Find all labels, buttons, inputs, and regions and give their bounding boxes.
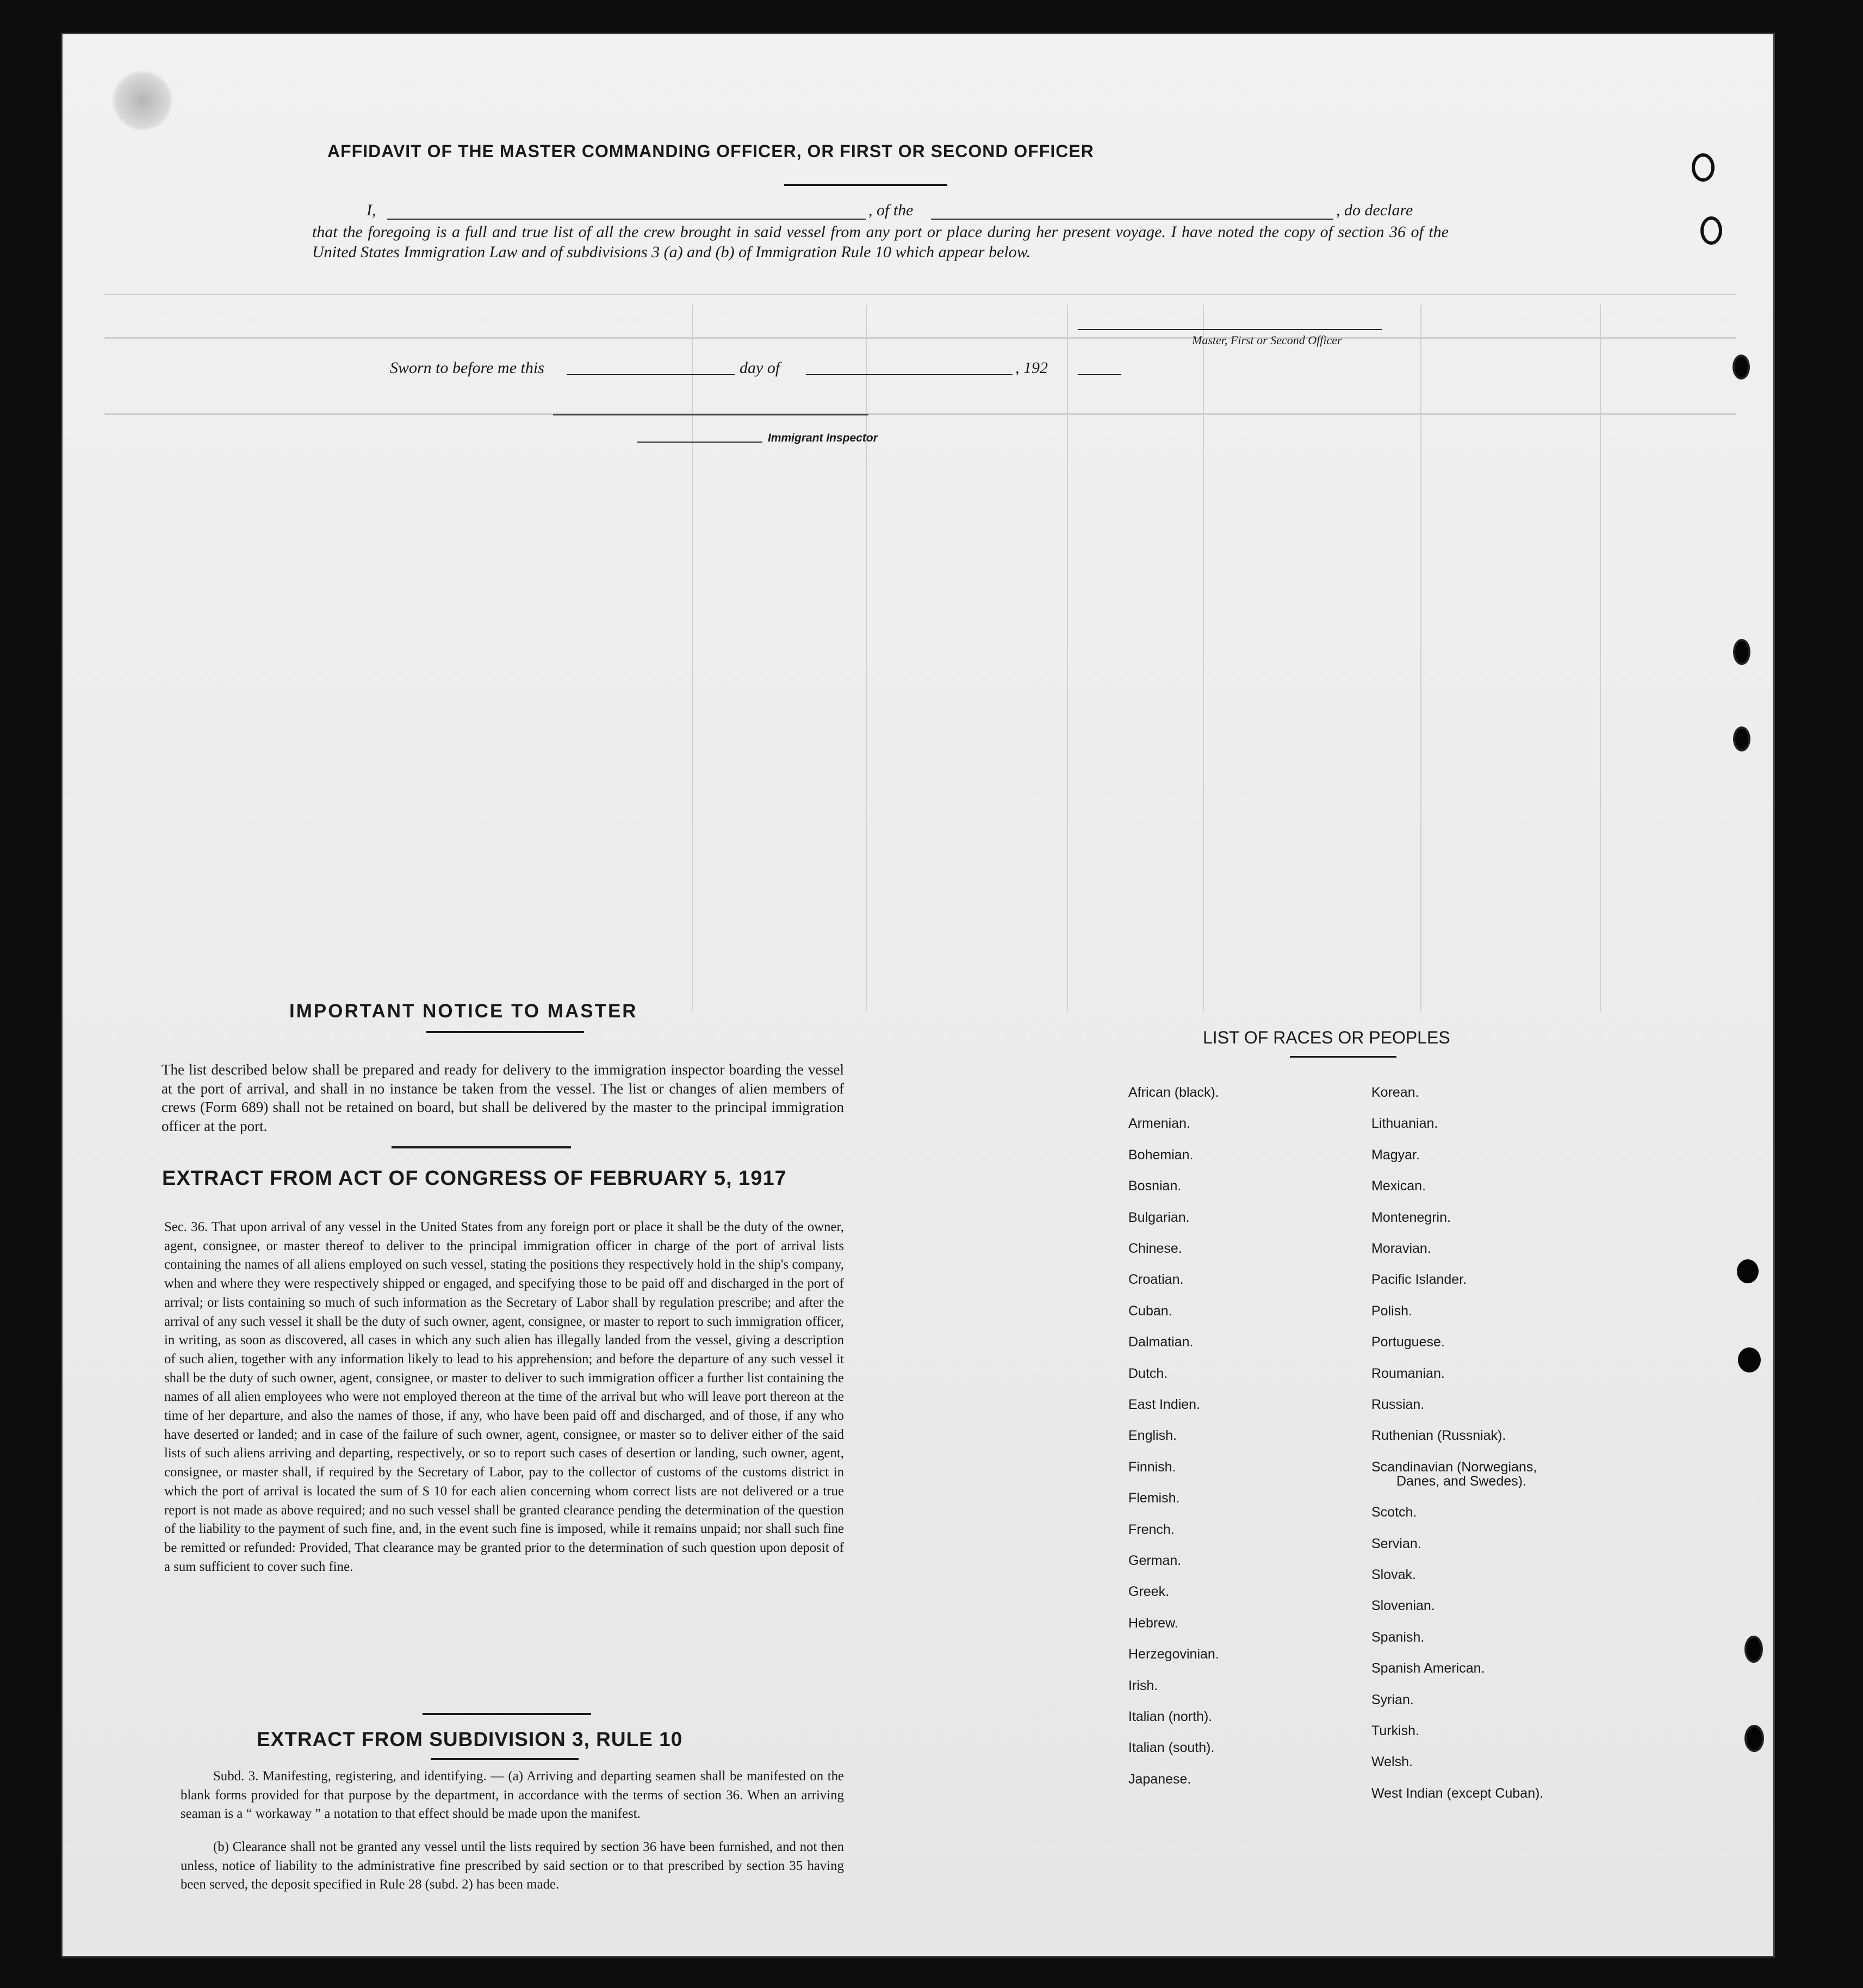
race-item: German. [1128, 1553, 1182, 1568]
vessel-label: , of the [868, 201, 914, 219]
race-item: Scandinavian (Norwegians, [1371, 1459, 1537, 1475]
document-sheet [61, 33, 1775, 1958]
punch-hole [1744, 1725, 1764, 1752]
bleed-rule [104, 337, 1736, 339]
race-item: French. [1128, 1521, 1175, 1537]
rule-subdivision-b: (b) Clearance shall not be granted any vessel until the lists required by section 36 have been furnished, and not then unless, notice of liability to the administrative fine prescribed by said section or to that prescribed by section 35 having been served, the deposit specified in Rule 28 (subd. 2) has been made. [181, 1840, 844, 1892]
race-item: Korean. [1371, 1085, 1419, 1100]
rule-underline [431, 1758, 579, 1760]
bleed-rule [104, 413, 1736, 415]
race-item: West Indian (except Cuban). [1371, 1785, 1544, 1801]
race-item: Bohemian. [1128, 1147, 1194, 1163]
punch-hole [1737, 1259, 1759, 1283]
notice-title: IMPORTANT NOTICE TO MASTER [289, 1001, 638, 1022]
race-item: Polish. [1371, 1303, 1413, 1319]
inspector-label: Immigrant Inspector [768, 432, 878, 444]
race-item: Ruthenian (Russniak). [1371, 1428, 1506, 1444]
race-item: Herzegovinian. [1128, 1647, 1219, 1662]
race-item: Welsh. [1371, 1754, 1413, 1770]
race-item: African (black). [1128, 1085, 1219, 1100]
notice-underline [426, 1031, 584, 1033]
race-item: Scotch. [1371, 1505, 1417, 1520]
act-title: EXTRACT FROM ACT OF CONGRESS OF FEBRUARY 5, 1917 [162, 1167, 787, 1190]
punch-hole [1700, 216, 1722, 245]
inspector-short-line [637, 442, 762, 443]
act-section-36: Sec. 36. That upon arrival of any vessel in the United States from any foreign port or place it shall be the duty of the owner, agent, consignee, or master thereof to deliver to the principal immigration officer in charge of the port of arrival lists containing the names of all aliens employed on such vessel, stating the positions they respectively hold in the ship's company, when and where they were respectively shipped or engaged, and specifying those to be paid off and discharged in the port of arrival; or lists containing so much of such information as the Secretary of Labor shall by regulation prescribe; and after the arrival of any such vessel it shall be the duty of such owner, agent, consignee, or master to report to such immigration officer, in writing, as soon as discovered, all cases in which any such alien has illegally landed from the vessel, giving a description of such alien, together with any information likely to lead to his apprehension; and before the departure of any such vessel it shall be the duty of such owner, agent, consignee, or master to deliver to such immigration officer a further list containing the names of all alien employees who were not employed thereon at the time of the arrival but who will leave port thereon at the time of her departure, and also the names of those, if any, who have been paid off and discharged, and of those, if any who have deserted or landed; and in case of the failure of such owner, agent, consignee, or master so to deliver either of the said lists of such aliens arriving and departing, respectively, or so to report such cases of desertion or landing, such owner, agent, consignee, or master shall, if required by the Secretary of Labor, pay to the collector of customs of the customs district in which the port of arrival is located the sum of $ 10 for each alien concerning whom correct lists are not delivered or a true report is not made as above required; and no such vessel shall be granted clearance pending the determination of the question of the liability to the payment of such fine, and, in the event such fine is imposed, while it remains unpaid; nor shall such fine be remitted or refunded: Provided, That clearance may be granted prior to the determination of such question upon deposit of a sum sufficient to cover such fine. [164, 1220, 844, 1574]
race-item: Lithuanian. [1371, 1116, 1438, 1132]
race-item: East Indien. [1128, 1397, 1201, 1412]
separator-rule [392, 1146, 571, 1148]
punch-hole [1692, 153, 1715, 182]
punch-hole [1744, 1636, 1763, 1663]
inspector-signature-line [553, 414, 868, 415]
rule-subdivision-a: Subd. 3. Manifesting, registering, and identifying. — (a) Arriving and departing seamen shall be manifested on the blank forms provided for that purpose by the department, in accordance with the terms of section 36. When an arriving seaman is a “ workaway ” a notation to that effect should be made upon the manifest. [181, 1769, 844, 1822]
bleed-rule [692, 305, 693, 1011]
race-item: Servian. [1371, 1536, 1421, 1551]
race-item: Russian. [1371, 1397, 1425, 1412]
race-item: Slovenian. [1371, 1598, 1435, 1614]
title-underline [784, 184, 947, 186]
race-item: Portuguese. [1371, 1334, 1445, 1350]
race-item: Greek. [1128, 1584, 1170, 1600]
race-item: Japanese. [1128, 1771, 1191, 1787]
affidavit-title: AFFIDAVIT OF THE MASTER COMMANDING OFFICER, OR FIRST OR SECOND OFFICER [327, 141, 1094, 161]
race-item: Roumanian. [1371, 1365, 1445, 1381]
race-item: Slovak. [1371, 1567, 1416, 1582]
race-item: Bosnian. [1128, 1178, 1182, 1194]
race-item: Dutch. [1128, 1365, 1168, 1381]
bleed-rule [1067, 305, 1068, 1011]
punch-hole [1732, 355, 1750, 380]
race-item: Dalmatian. [1128, 1334, 1194, 1350]
sworn-year-line [1078, 374, 1121, 375]
race-item: Italian (north). [1128, 1709, 1213, 1724]
declarant-label: I, [367, 201, 376, 219]
race-item: Irish. [1128, 1678, 1158, 1693]
bleed-rule [1420, 305, 1421, 1011]
race-item: Bulgarian. [1128, 1209, 1190, 1225]
affidavit-body: that the foregoing is a full and true list of all the crew brought in said vessel from any port or place during her present voyage. I have noted the copy of section 36 of the United States Immigration Law and of subdivisions 3 (a) and (b) of Immigration Rule 10 which appear below. [312, 223, 1449, 261]
punch-hole [1733, 726, 1750, 751]
separator-rule [423, 1713, 591, 1715]
bleed-rule [1203, 305, 1204, 1011]
declare-text: , do declare [1336, 201, 1413, 219]
race-item: Syrian. [1371, 1692, 1414, 1707]
race-item: Mexican. [1371, 1178, 1426, 1194]
race-item: Croatian. [1128, 1272, 1184, 1288]
bleed-rule [866, 305, 867, 1011]
race-item: Moravian. [1371, 1241, 1431, 1256]
race-item: Turkish. [1371, 1723, 1419, 1738]
bleed-rule [1600, 305, 1601, 1011]
race-item: Cuban. [1128, 1303, 1172, 1319]
officer-signature-line [1078, 329, 1382, 330]
sworn-day-line [567, 374, 735, 375]
rule-title: EXTRACT FROM SUBDIVISION 3, RULE 10 [257, 1728, 683, 1750]
race-item: Magyar. [1371, 1147, 1420, 1163]
race-item: Montenegrin. [1371, 1209, 1451, 1225]
punch-hole [1733, 639, 1750, 665]
race-item: Finnish. [1128, 1459, 1176, 1475]
ink-smudge [110, 71, 175, 131]
punch-hole [1738, 1347, 1761, 1372]
race-item: Armenian. [1128, 1116, 1190, 1132]
sworn-day-label: day of [740, 359, 780, 377]
race-item: Danes, and Swedes). [1396, 1473, 1527, 1489]
vessel-name-line [931, 219, 1333, 220]
sworn-year: , 192 [1015, 359, 1048, 377]
notice-body: The list described below shall be prepared and ready for delivery to the immigration inspector boarding the vessel at the port of arrival, and shall in no instance be taken from the vessel. The list or changes of alien members of crews (Form 689) shall not be retained on board, but shall be delivered by the master to the principal immigration officer at the port. [162, 1061, 844, 1135]
races-underline [1290, 1056, 1396, 1058]
race-item: Spanish American. [1371, 1661, 1485, 1676]
race-item: Italian (south). [1128, 1740, 1215, 1756]
race-item: Flemish. [1128, 1490, 1180, 1506]
race-item: Chinese. [1128, 1241, 1182, 1256]
race-item: Spanish. [1371, 1629, 1425, 1645]
officer-label: Master, First or Second Officer [1192, 333, 1342, 347]
race-item: Pacific Islander. [1371, 1272, 1467, 1288]
sworn-month-line [806, 374, 1013, 375]
bleed-rule [104, 294, 1736, 295]
race-item: English. [1128, 1428, 1177, 1444]
sworn-label: Sworn to before me this [390, 359, 544, 377]
race-item: Hebrew. [1128, 1615, 1178, 1631]
races-title: LIST OF RACES OR PEOPLES [1203, 1028, 1450, 1047]
declarant-name-line [387, 219, 866, 220]
